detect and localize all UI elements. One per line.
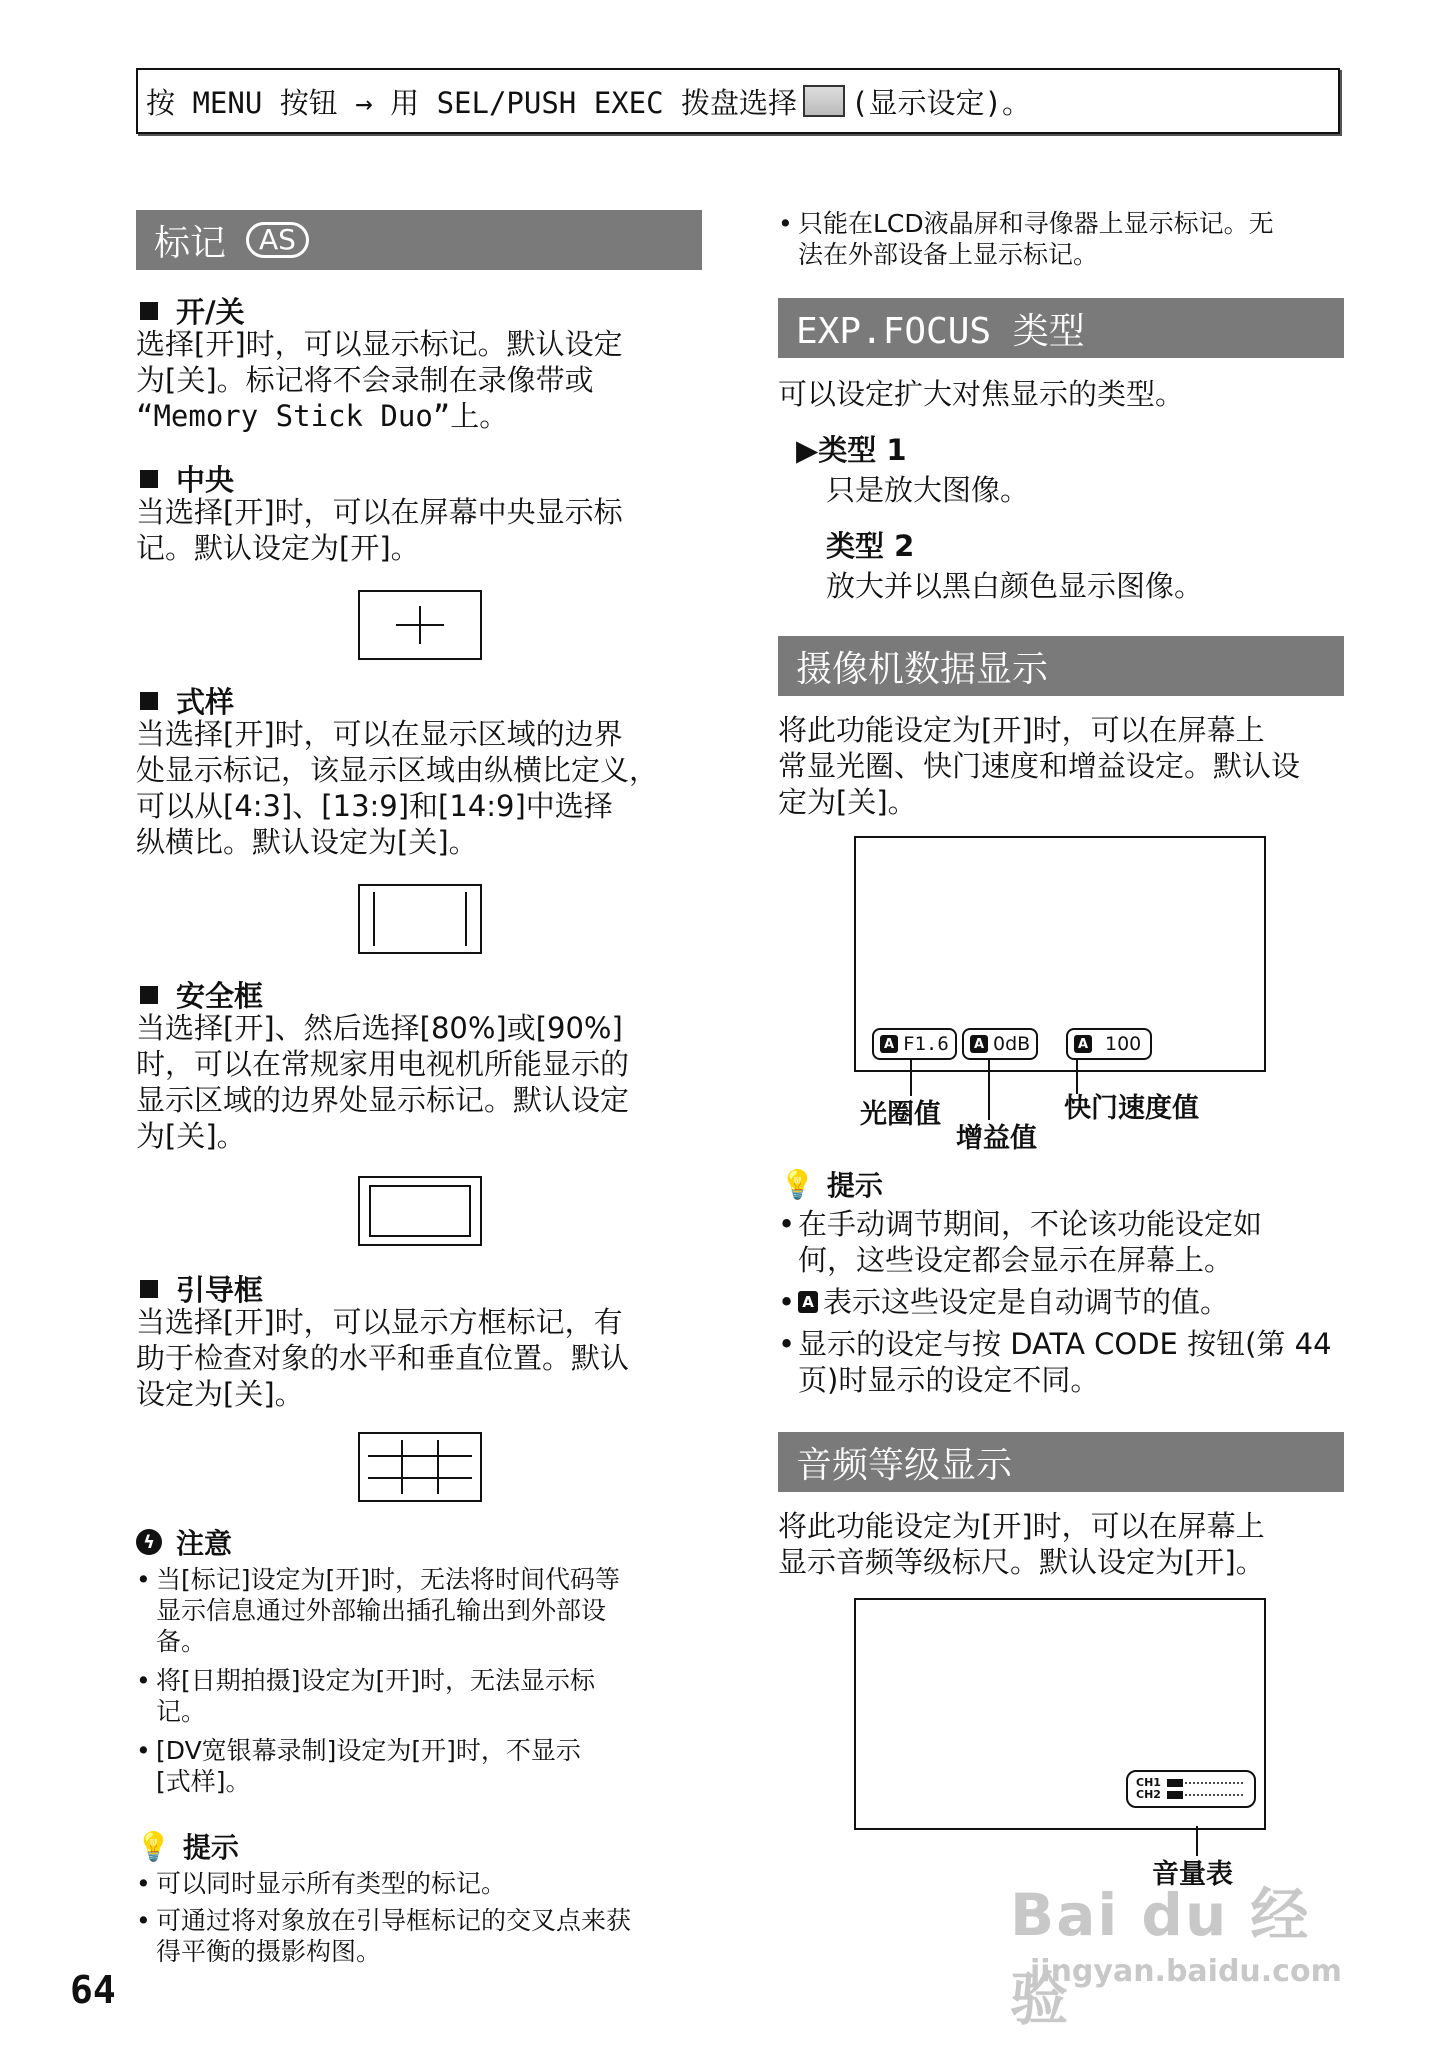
text-line: 为[关]。标记将不会录制在录像带或: [136, 363, 594, 397]
gain-pill: [962, 1028, 1038, 1060]
center-cross-icon: [360, 592, 480, 658]
section-title-camera-data: [778, 636, 1344, 696]
text-line: 助于检查对象的水平和垂直位置。默认: [136, 1341, 630, 1375]
lightbulb-icon: 💡: [136, 1829, 171, 1863]
paragraph-guide-frame: [136, 1304, 702, 1412]
text-line: 备。: [156, 1627, 207, 1656]
caution-heading: [136, 1522, 232, 1562]
text-line: • [DV宽银幕录制]设定为[开]时，不显示: [156, 1736, 581, 1765]
paragraph-center: [136, 494, 702, 566]
text-line: • 当[标记]设定为[开]时，无法将时间代码等: [156, 1565, 621, 1594]
auto-badge-icon: A: [1074, 1035, 1092, 1053]
tip-item: [136, 1868, 702, 1899]
audio-paragraph: [778, 1508, 1344, 1580]
section-title-audio-level: [778, 1432, 1344, 1492]
tips-list-right: [778, 1206, 1344, 1398]
guide-frame-illustration: [358, 1432, 482, 1502]
subhead-style: [140, 680, 234, 721]
meter-label: 音量表: [1152, 1859, 1233, 1890]
section-title-marker: [136, 210, 702, 270]
text-line: 常显光圈、快门速度和增益设定。默认设: [778, 749, 1301, 783]
safety-zone-illustration: [358, 1176, 482, 1246]
camera-data-paragraph: [778, 712, 1344, 820]
section-title: EXP.FOCUS 类型: [796, 310, 1085, 352]
tips-list-left: [136, 1868, 702, 1967]
shutter-pill: [1066, 1028, 1152, 1060]
text-line: • 可以同时显示所有类型的标记。: [156, 1869, 507, 1898]
tips-heading-right: [780, 1164, 883, 1204]
audio-level-screen: [854, 1598, 1266, 1830]
note-item: [778, 208, 1344, 270]
text-line: 页)时显示的设定不同。: [798, 1363, 1100, 1397]
tip-item: [778, 1206, 1344, 1278]
paragraph-style: [136, 716, 702, 860]
type2-desc: 放大并以黑白颜色显示图像。: [826, 569, 1204, 603]
aperture-callout-line: [910, 1060, 912, 1096]
text-line: 记。: [156, 1697, 207, 1726]
square-bullet-icon: [140, 302, 158, 320]
section-title: 标记: [154, 222, 227, 264]
paragraph-safety-zone: [136, 1010, 702, 1154]
text-line: 当选择[开]时，可以在屏幕中央显示标: [136, 495, 623, 529]
aperture-pill: [872, 1028, 957, 1060]
text-line: 选择[开]时，可以显示标记。默认设定: [136, 327, 623, 361]
watermark-url: jingyan.baidu.com: [1030, 1954, 1342, 1989]
lightbulb-icon: 💡: [780, 1167, 815, 1201]
expfocus-intro: 可以设定扩大对焦显示的类型。: [778, 377, 1185, 411]
safety-frame-icon: [360, 1178, 480, 1244]
caution-item: [136, 1735, 702, 1797]
type1-heading: ▶类型 1: [796, 433, 907, 467]
subhead-text: 开/关: [176, 295, 245, 329]
text-line: 表示这些设定是自动调节的值。: [823, 1285, 1230, 1319]
tip-line-with-badge: [798, 1284, 1344, 1320]
instruction-text: 按 MENU 按钮 → 用 SEL/PUSH EXEC 拨盘选择: [146, 85, 798, 120]
tips-heading-left: [136, 1826, 239, 1866]
display-settings-icon: [803, 85, 845, 117]
text-line: 将此功能设定为[开]时，可以在屏幕上: [778, 713, 1265, 747]
subhead-text: 式样: [176, 685, 235, 719]
gain-callout-line: [988, 1060, 990, 1120]
section-title-expfocus: [778, 298, 1344, 358]
subhead-text: 安全框: [176, 979, 264, 1013]
aspect-lines-icon: [360, 886, 480, 952]
paragraph-on-off: [136, 326, 702, 434]
lcd-only-note: [778, 208, 1344, 270]
aperture-value: F1.6: [903, 1033, 949, 1055]
subhead-text: 引导框: [176, 1273, 264, 1307]
square-bullet-icon: [140, 470, 158, 488]
auto-badge-icon: • A: [798, 1291, 818, 1313]
style-marker-illustration: [358, 884, 482, 954]
text-line: 当选择[开]时，可以显示方框标记，有: [136, 1305, 623, 1339]
camera-data-screen: [854, 836, 1266, 1072]
instruction-box: [136, 68, 1340, 134]
watermark-brand: Bai du 经验: [1010, 1881, 1311, 2033]
text-line: 显示区域的边界处显示标记。默认设定: [136, 1083, 630, 1117]
text-line: • 在手动调节期间，不论该功能设定如: [798, 1207, 1263, 1241]
text-line: 处显示标记，该显示区域由纵横比定义，: [136, 753, 659, 787]
tip-item: [778, 1326, 1344, 1398]
channel-labels: [1136, 1777, 1161, 1801]
text-line: • 可通过将对象放在引导框标记的交叉点来获: [156, 1906, 632, 1935]
text-line: 将此功能设定为[开]时，可以在屏幕上: [778, 1509, 1265, 1543]
shutter-value: 100: [1105, 1033, 1142, 1055]
tips-title: 提示: [182, 1831, 239, 1864]
text-line: 当选择[开]、然后选择[80%]或[90%]: [136, 1011, 623, 1045]
tip-item: [136, 1905, 702, 1967]
audio-meter: [1126, 1770, 1256, 1808]
text-line: 设定为[关]。: [136, 1377, 304, 1411]
text-line: 显示音频等级标尺。默认设定为[开]。: [778, 1545, 1265, 1579]
text-line: 纵横比。默认设定为[关]。: [136, 825, 478, 859]
auto-badge-icon: A: [970, 1035, 988, 1053]
subhead-center: [140, 458, 234, 499]
ch2-label: CH2: [1136, 1788, 1161, 1801]
text-line: 时，可以在常规家用电视机所能显示的: [136, 1047, 630, 1081]
tips-title: 提示: [826, 1169, 883, 1202]
aperture-label: 光圈值: [860, 1099, 941, 1130]
center-marker-illustration: [358, 590, 482, 660]
gain-label: 增益值: [956, 1123, 1037, 1154]
caution-title: 注意: [176, 1527, 233, 1560]
text-line: 得平衡的摄影构图。: [156, 1937, 382, 1966]
instruction-suffix: (显示设定)。: [851, 85, 1031, 120]
text-line: 法在外部设备上显示标记。: [798, 240, 1099, 269]
text-line: 显示信息通过外部输出插孔输出到外部设: [156, 1596, 607, 1625]
subhead-on-off: [140, 290, 245, 331]
watermark: [1010, 1868, 1370, 2033]
text-line: • 将[日期拍摄]设定为[开]时，无法显示标: [156, 1666, 596, 1695]
text-line: [式样]。: [156, 1767, 251, 1796]
square-bullet-icon: [140, 692, 158, 710]
caution-list: [136, 1564, 702, 1797]
subhead-text: 中央: [176, 463, 235, 497]
caution-item: [136, 1564, 702, 1657]
auto-badge-icon: A: [880, 1035, 898, 1053]
text-line: “Memory Stick Duo”上。: [136, 399, 509, 433]
text-line: • 只能在LCD液晶屏和寻像器上显示标记。无: [798, 209, 1274, 238]
type1-desc: 只是放大图像。: [826, 473, 1030, 507]
text-line: 为[关]。: [136, 1119, 246, 1153]
text-line: 当选择[开]时，可以在显示区域的边界: [136, 717, 623, 751]
subhead-guide-frame: [140, 1268, 263, 1309]
section-title: 音频等级显示: [796, 1444, 1013, 1486]
caution-icon: ϟ: [136, 1529, 162, 1555]
text-line: • 显示的设定与按 DATA CODE 按钮(第 44: [798, 1327, 1332, 1361]
subhead-safety-zone: [140, 974, 263, 1015]
square-bullet-icon: [140, 986, 158, 1004]
section-title: 摄像机数据显示: [796, 648, 1049, 690]
tip-item: [778, 1284, 1344, 1320]
square-bullet-icon: [140, 1280, 158, 1298]
as-badge: AS: [246, 222, 309, 258]
gain-value: 0dB: [993, 1033, 1031, 1055]
type2-heading: 类型 2: [826, 529, 915, 563]
page-number: 64: [70, 1968, 116, 2012]
ch1-label: CH1: [1136, 1776, 1161, 1789]
shutter-label: 快门速度值: [1064, 1093, 1199, 1124]
text-line: 可以从[4:3]、[13:9]和[14:9]中选择: [136, 789, 613, 823]
text-line: 定为[关]。: [778, 785, 917, 819]
audio-level-bars-icon: [1167, 1777, 1247, 1801]
text-line: 记。默认设定为[开]。: [136, 531, 420, 565]
caution-item: [136, 1665, 702, 1727]
guide-grid-icon: [360, 1434, 480, 1500]
text-line: 何，这些设定都会显示在屏幕上。: [798, 1243, 1234, 1277]
